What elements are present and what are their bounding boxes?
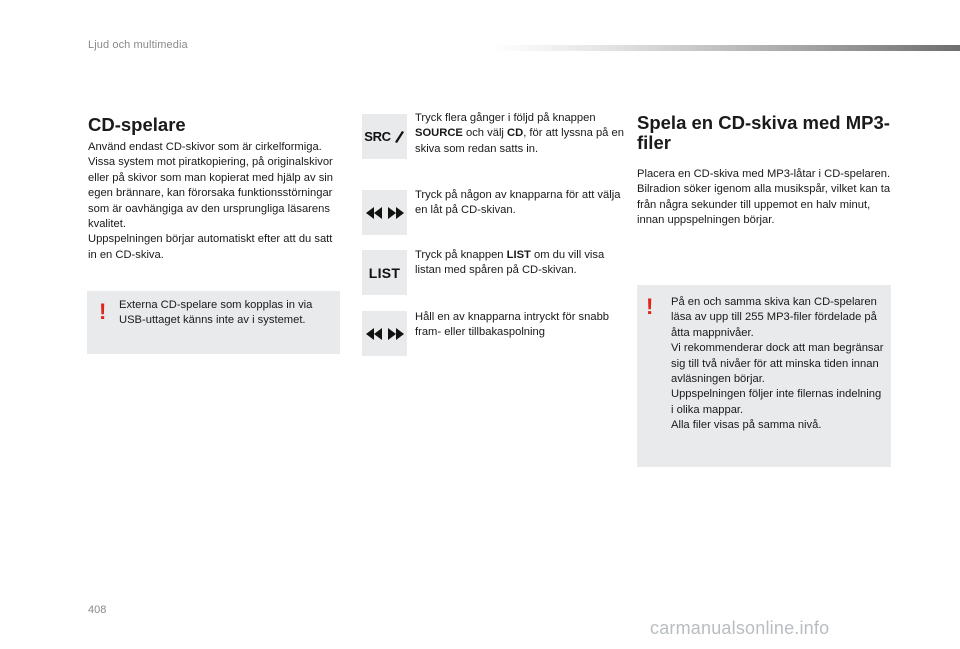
header-gradient-bar bbox=[490, 45, 960, 51]
cd-section-title: CD-spelare bbox=[88, 114, 186, 135]
mp3-warning-note bbox=[637, 285, 891, 467]
seek-buttons-icon bbox=[362, 311, 407, 356]
mp3-note-text bbox=[671, 295, 886, 434]
cd-note-text: Externa CD-spelare som kopplas in via USB-uttaget känns inte av i systemet. bbox=[119, 299, 313, 327]
step-select-track: Tryck på någon av knapparna för att välja en låt på CD-skivan. bbox=[415, 189, 621, 217]
cd-section-body bbox=[88, 140, 342, 263]
page-number: 408 bbox=[88, 604, 107, 616]
rewind-forward-icon bbox=[365, 206, 405, 220]
cd-paragraph: Uppspelningen börjar automatiskt efter att du satt in en CD-skiva. bbox=[88, 233, 333, 261]
seek-buttons-icon bbox=[362, 190, 407, 235]
mp3-note-line: Uppspelningen följer inte filernas indelning i olika mappar. bbox=[671, 388, 882, 416]
step-fast-seek: Håll en av knapparna intryckt för snabb fram- eller tillbakaspolning bbox=[415, 311, 610, 339]
rewind-forward-icon bbox=[365, 327, 405, 341]
cd-paragraph: Använd endast CD-skivor som är cirkelformiga. bbox=[88, 141, 322, 153]
cd-warning-note bbox=[87, 291, 340, 354]
mp3-paragraph: Bilradion söker igenom alla musikspår, vilket kan ta från några sekunder till uppemot en halv minut, innan uppspelningen börjar. bbox=[637, 183, 891, 227]
cd-paragraph: Vissa system mot piratkopiering, på originalskivor eller på skivor som man kopierat med hjälp av sin egen brännare, kan förorsaka funktionsstörningar som är oavhängiga av den ursprungliga läsarens kvalitet. bbox=[88, 156, 333, 231]
warning-icon: ! bbox=[99, 299, 107, 324]
phone-icon bbox=[393, 130, 405, 144]
warning-icon: ! bbox=[646, 294, 654, 319]
list-label: LIST bbox=[368, 264, 401, 281]
mp3-section-body bbox=[637, 167, 899, 229]
mp3-section-title: Spela en CD-skiva med MP3-filer bbox=[637, 112, 890, 153]
mp3-paragraph: Placera en CD-skiva med MP3-låtar i CD-spelaren. bbox=[637, 168, 891, 180]
src-label: SRC bbox=[364, 129, 391, 144]
list-button-icon bbox=[362, 250, 407, 295]
step-list: Tryck på knappen LIST om du vill visa listan med spåren på CD-skivan. bbox=[415, 249, 605, 277]
step-source: Tryck flera gånger i följd på knappen SOURCE och välj CD, för att lyssna på en skiva som redan satts in. bbox=[415, 112, 624, 155]
watermark: carmanualsonline.info bbox=[650, 618, 830, 638]
mp3-note-line: Vi rekommenderar dock att man begränsar sig till två nivåer för att minska tiden innan avläsningen börjar. bbox=[671, 342, 884, 386]
mp3-note-line: På en och samma skiva kan CD-spelaren läsa av upp till 255 MP3-filer fördelade på åtta mappnivåer. bbox=[671, 296, 877, 339]
src-button-icon bbox=[362, 114, 407, 159]
mp3-note-line: Alla filer visas på samma nivå. bbox=[671, 419, 822, 432]
section-header: Ljud och multimedia bbox=[88, 39, 188, 51]
